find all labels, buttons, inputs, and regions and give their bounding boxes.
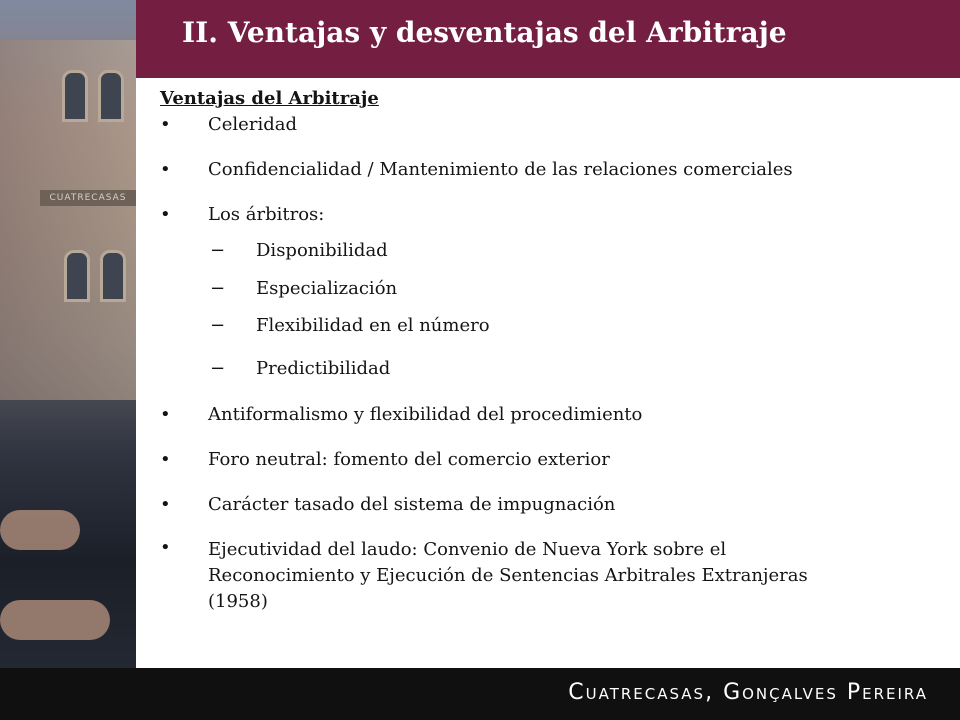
dash-icon: − xyxy=(210,358,226,379)
section-heading: Ventajas del Arbitraje xyxy=(160,88,379,109)
window xyxy=(100,250,126,302)
bullet-icon: • xyxy=(160,159,171,180)
bullet-icon: • xyxy=(160,204,171,225)
bullet-text: Los árbitros: xyxy=(208,204,325,225)
slide-title: II. Ventajas y desventajas del Arbitraje xyxy=(182,16,787,49)
sub-item-text: Especialización xyxy=(256,278,398,299)
window xyxy=(98,70,124,122)
dash-icon: − xyxy=(210,315,226,336)
hand xyxy=(0,510,80,550)
sub-item-text: Disponibilidad xyxy=(256,240,388,261)
bullet-text: Antiformalismo y flexibilidad del procedimiento xyxy=(208,404,643,425)
bullet-icon: • xyxy=(160,494,171,515)
bullet-icon: • xyxy=(160,449,171,470)
bullet-text: Celeridad xyxy=(208,114,297,135)
side-photo xyxy=(0,0,136,668)
building-sign: CUATRECASAS xyxy=(40,190,136,206)
bullet-text: Confidencialidad / Mantenimiento de las relaciones comerciales xyxy=(208,159,793,180)
hand xyxy=(0,600,110,640)
window xyxy=(64,250,90,302)
dash-icon: − xyxy=(210,278,226,299)
dash-icon: − xyxy=(210,240,226,261)
window xyxy=(62,70,88,122)
sub-item-text: Flexibilidad en el número xyxy=(256,315,490,336)
bullet-text: Carácter tasado del sistema de impugnación xyxy=(208,494,616,515)
footer-logo-text: Cuatrecasas, Gonçalves Pereira xyxy=(568,680,928,705)
bullet-icon: • xyxy=(160,537,171,558)
bullet-text: Foro neutral: fomento del comercio exterior xyxy=(208,449,610,470)
bullet-text: Ejecutividad del laudo: Convenio de Nueva York sobre el Reconocimiento y Ejecución de Sentencias Arbitrales Extranjeras (1958) xyxy=(208,539,808,612)
sub-item-text: Predictibilidad xyxy=(256,358,391,379)
bullet-icon: • xyxy=(160,404,171,425)
bullet-icon: • xyxy=(160,114,171,135)
slide-content xyxy=(160,87,940,612)
